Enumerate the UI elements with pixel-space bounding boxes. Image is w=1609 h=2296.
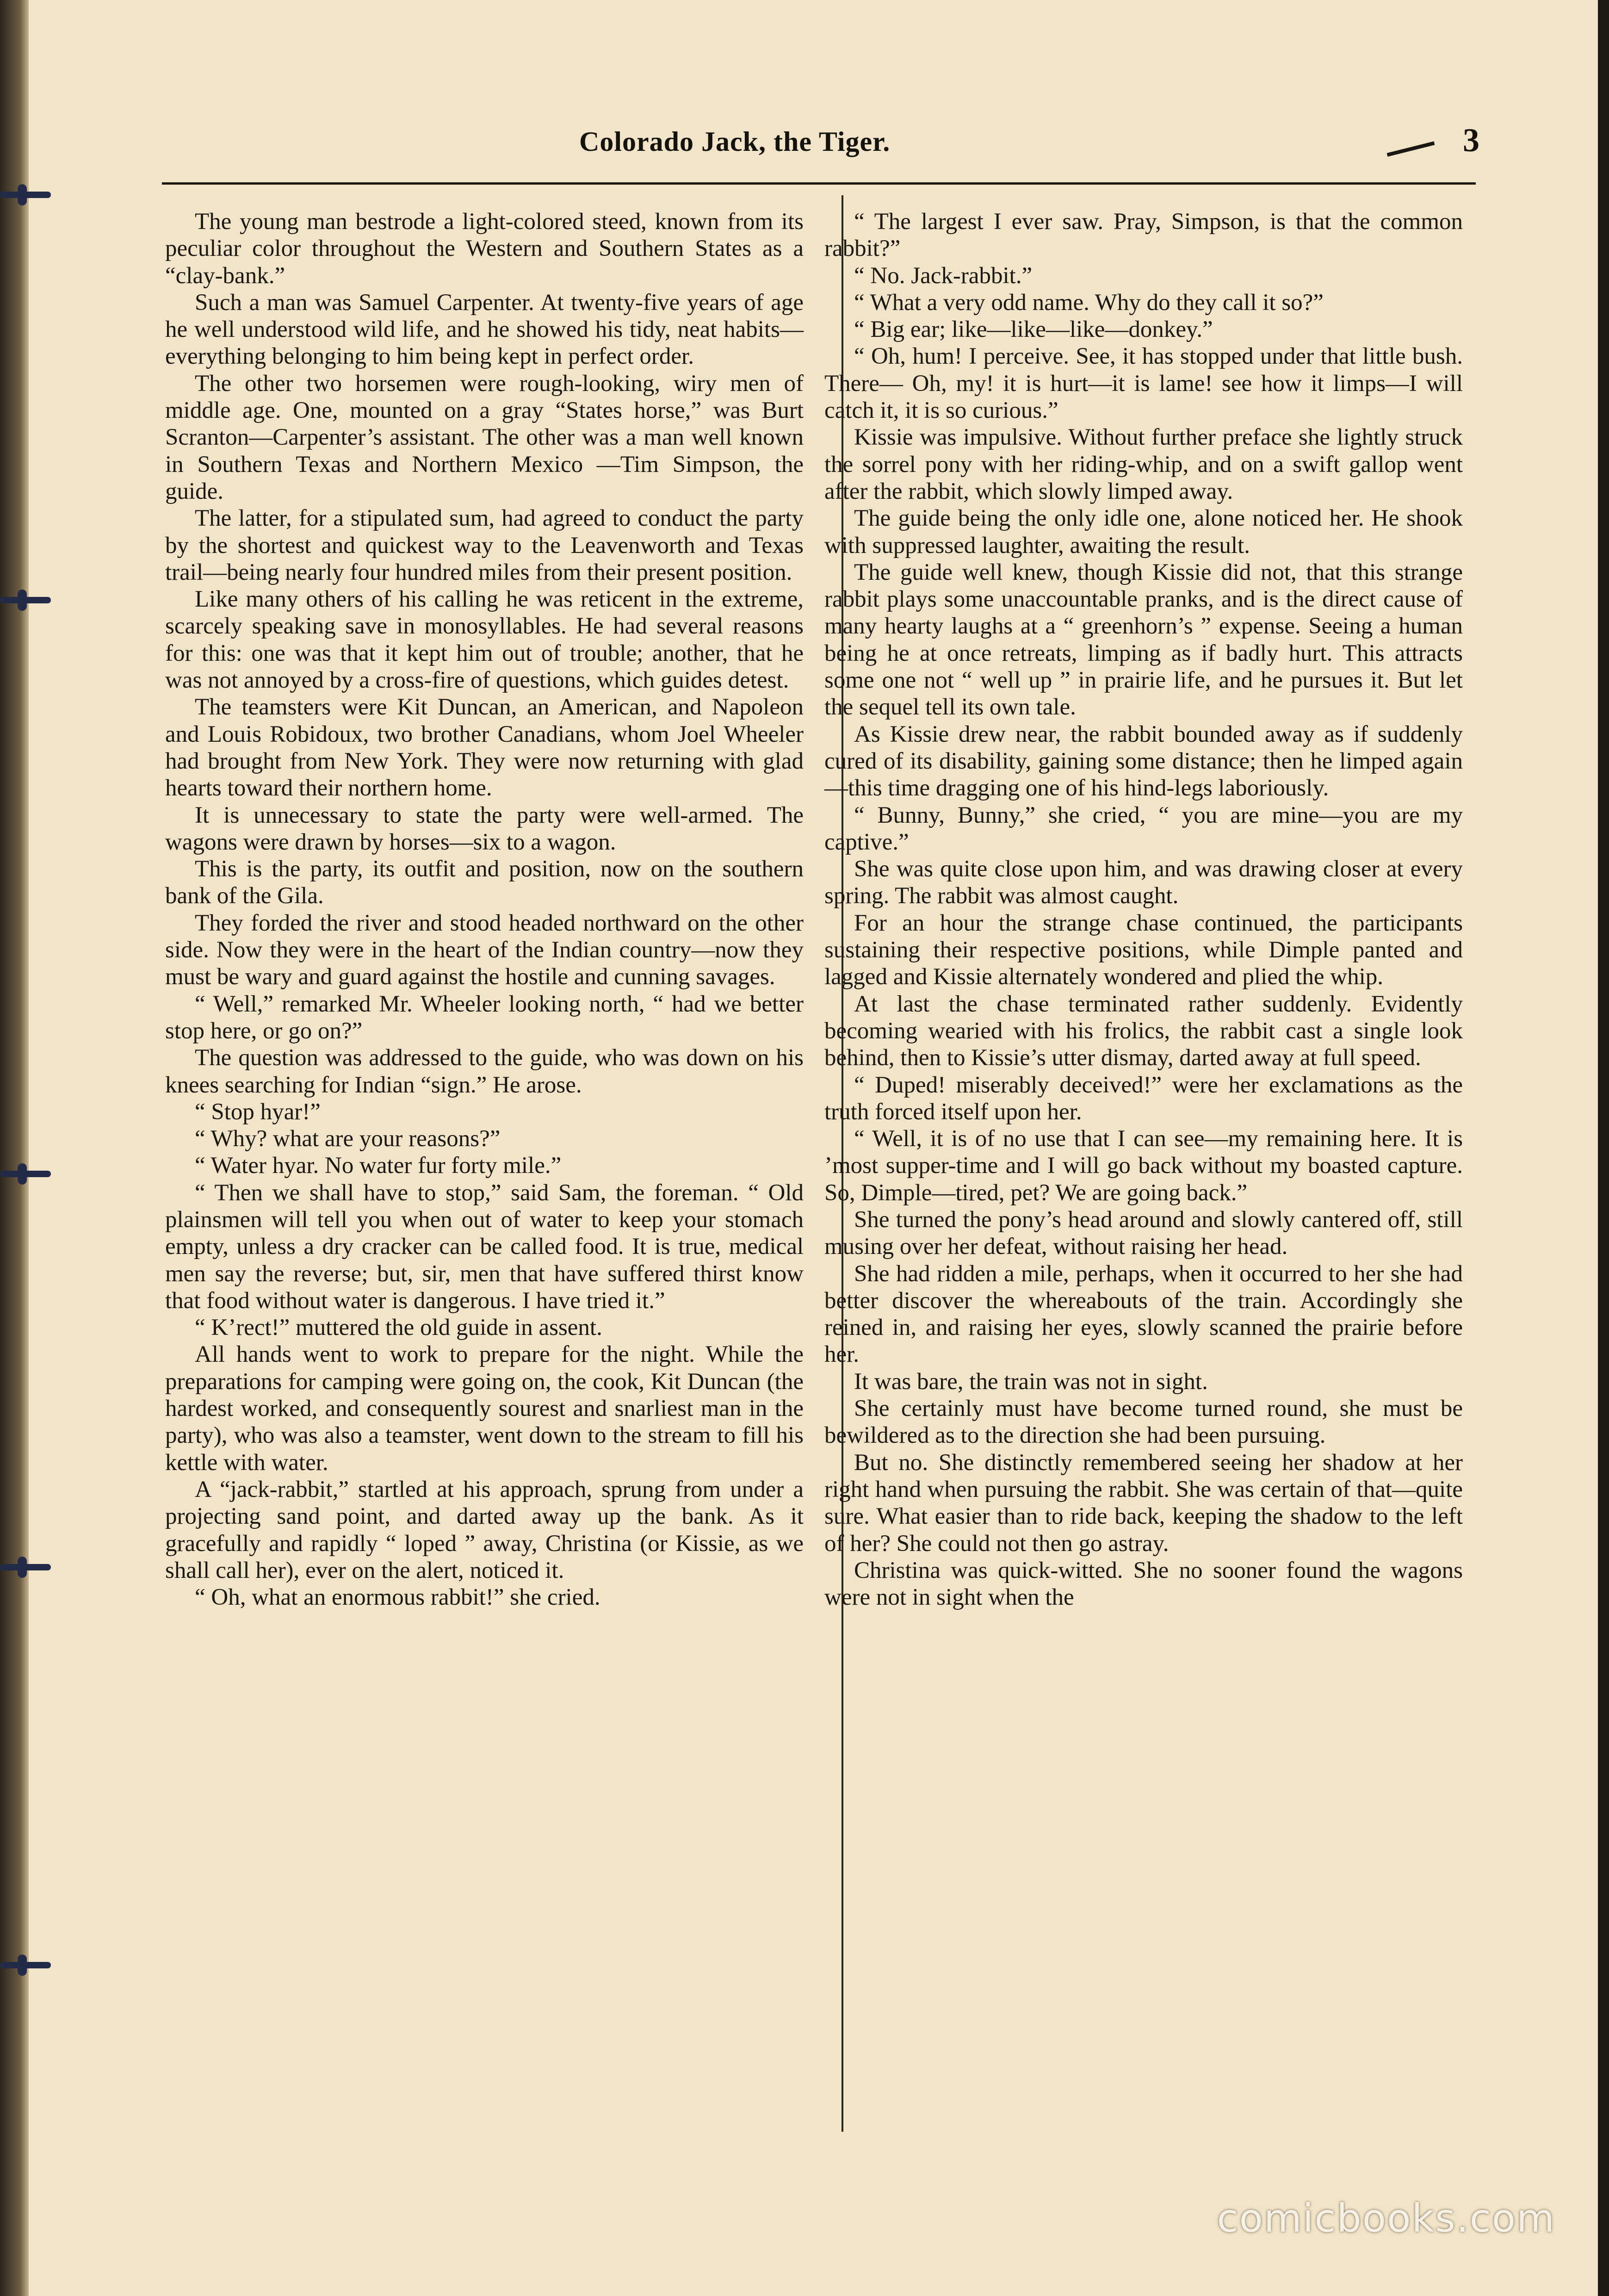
paragraph: This is the party, its outfit and position, now on the southern bank of the Gila. (165, 856, 804, 909)
paragraph: “ Well,” remarked Mr. Wheeler looking north, “ had we better stop here, or go on?” (165, 991, 804, 1044)
binding-stitch (0, 1564, 51, 1570)
binding-stitch (0, 1171, 51, 1177)
paragraph: “ Oh, hum! I perceive. See, it has stopped under that little bush. There— Oh, my! it is hurt—it is lame! see how it limps—I will catch it, it is so curious.” (824, 343, 1463, 424)
paragraph: At last the chase terminated rather suddenly. Evidently becoming wearied with his frolics, the rabbit cast a single look behind, then to Kissie’s utter dismay, darted away at full speed. (824, 991, 1463, 1071)
paragraph: She turned the pony’s head around and slowly cantered off, still musing over her defeat, without raising her head. (824, 1206, 1463, 1260)
paragraph: They forded the river and stood headed northward on the other side. Now they were in the heart of the Indian country—now they must be wary and guard against the hostile and cunning savages. (165, 910, 804, 990)
paragraph: Christina was quick-witted. She no sooner found the wagons were not in sight when the (824, 1557, 1463, 1611)
paragraph: The latter, for a stipulated sum, had agreed to conduct the party by the shortest and quickest way to the Leavenworth and Texas trail—being nearly four hundred miles from their present position. (165, 505, 804, 585)
paragraph: She was quite close upon him, and was drawing closer at every spring. The rabbit was almost caught. (824, 856, 1463, 909)
paragraph: The guide well knew, though Kissie did not, that this strange rabbit plays some unaccountable pranks, and is the direct cause of many hearty laughs at a “ greenhorn’s ” expense. Seeing a human being he at once retreats, limping as if badly hurt. This attracts some one not “ well up ” in prairie life, and he pursues it. But let the sequel tell its own tale. (824, 559, 1463, 720)
paragraph: “ Well, it is of no use that I can see—my remaining here. It is ’most supper-time and I will go back without my boasted capture. So, Dimple—tired, pet? We are going back.” (824, 1126, 1463, 1206)
right-column (824, 208, 1463, 1611)
paragraph: All hands went to work to prepare for the night. While the preparations for camping were going on, the cook, Kit Duncan (the hardest worked, and consequently sourest and snarliest man in the party), who was also a teamster, went down to the stream to fill his kettle with water. (165, 1341, 804, 1476)
paragraph: “ K’rect!” muttered the old guide in assent. (195, 1315, 602, 1341)
paragraph: “ Duped! miserably deceived!” were her exclamations as the truth forced itself upon her. (824, 1072, 1463, 1125)
watermark-text: comicbooks.com (1217, 2196, 1555, 2241)
paragraph: “ Big ear; like—like—like—donkey.” (854, 316, 1213, 343)
paragraph: As Kissie drew near, the rabbit bounded away as if suddenly cured of its disability, gaining some distance; then he limped again—this time dragging one of his hind-legs laboriously. (824, 721, 1463, 801)
page-number: 3 (1463, 122, 1479, 159)
paragraph: The young man bestrode a light-colored steed, known from its peculiar color throughout the Western and Southern States as a “clay-bank.” (165, 209, 804, 289)
paragraph: The guide being the only idle one, alone noticed her. He shook with suppressed laughter, awaiting the result. (824, 505, 1463, 558)
paragraph: “ Then we shall have to stop,” said Sam, the foreman. “ Old plainsmen will tell you when out of water to keep your stomach empty, unless a dry cracker can be called food. It is true, medical men say the reverse; but, sir, men that have suffered thirst know that food without water is dangerous. I have tried it.” (165, 1179, 804, 1314)
paragraph: “ Oh, what an enormous rabbit!” she cried. (195, 1584, 600, 1611)
paragraph: “ Stop hyar!” (195, 1098, 321, 1125)
paragraph: “ Water hyar. No water fur forty mile.” (195, 1153, 562, 1179)
paragraph: Like many others of his calling he was reticent in the extreme, scarcely speaking save in monosyllables. He had several reasons for this: one was that it kept him out of trouble; another, that he was not annoyed by a cross-fire of questions, which guides detest. (165, 586, 804, 694)
paragraph: It is unnecessary to state the party were well-armed. The wagons were drawn by horses—six to a wagon. (165, 802, 804, 855)
left-column (165, 208, 804, 1611)
binding-stitch (0, 597, 51, 603)
paragraph: A “jack-rabbit,” startled at his approach, sprung from under a projecting sand point, and darted away up the bank. As it gracefully and rapidly “ loped ” away, Christina (or Kissie, as we shall call her), ever on the alert, noticed it. (165, 1476, 804, 1583)
paragraph: Such a man was Samuel Carpenter. At twenty-five years of age he well understood wild life, and he showed his tidy, neat habits—everything belonging to him being kept in perfect order. (165, 289, 804, 370)
paragraph: Kissie was impulsive. Without further preface she lightly struck the sorrel pony with her riding-whip, and on a swift gallop went after the rabbit, which slowly limped away. (824, 424, 1463, 504)
paragraph: “ The largest I ever saw. Pray, Simpson, is that the common rabbit?” (824, 209, 1463, 262)
running-header-title: Colorado Jack, the Tiger. (579, 126, 891, 157)
paragraph: It was bare, the train was not in sight. (854, 1368, 1208, 1395)
binding-stitch (0, 1962, 51, 1968)
header-rule (162, 182, 1476, 185)
paragraph: The question was addressed to the guide, who was down on his knees searching for Indian “sign.” He arose. (165, 1045, 804, 1098)
paragraph: “ Bunny, Bunny,” she cried, “ you are mine—you are my captive.” (824, 802, 1463, 855)
header-flourish (1387, 141, 1435, 156)
paragraph: The teamsters were Kit Duncan, an American, and Napoleon and Louis Robidoux, two brother Canadians, whom Joel Wheeler had brought from New York. They were now returning with glad hearts toward their northern home. (165, 694, 804, 801)
paragraph: She had ridden a mile, perhaps, when it occurred to her she had better discover the whereabouts of the train. Accordingly she reined in, and raising her eyes, slowly scanned the prairie before her. (824, 1260, 1463, 1368)
paragraph: “ What a very odd name. Why do they call it so?” (854, 289, 1324, 316)
paragraph: But no. She distinctly remembered seeing her shadow at her right hand when pursuing the rabbit. She was certain of that—quite sure. What easier than to ride back, keeping the shadow to the left of her? She could not then go astray. (824, 1449, 1463, 1557)
paragraph: “ Why? what are your reasons?” (195, 1126, 501, 1152)
paragraph: For an hour the strange chase continued, the participants sustaining their respective positions, while Dimple panted and lagged and Kissie alternately wondered and plied the whip. (824, 910, 1463, 990)
binding-stitch (0, 192, 51, 198)
binding-spine (0, 0, 29, 2296)
paragraph: “ No. Jack-rabbit.” (854, 262, 1033, 289)
paragraph: The other two horsemen were rough-looking, wiry men of middle age. One, mounted on a gray “States horse,” was Burt Scranton—Carpenter’s assistant. The other was a man well known in Southern Texas and Northern Mexico —Tim Simpson, the guide. (165, 370, 804, 504)
magazine-page (29, 0, 1598, 2296)
paragraph: She certainly must have become turned round, she must be bewildered as to the direction she had been pursuing. (824, 1396, 1463, 1449)
